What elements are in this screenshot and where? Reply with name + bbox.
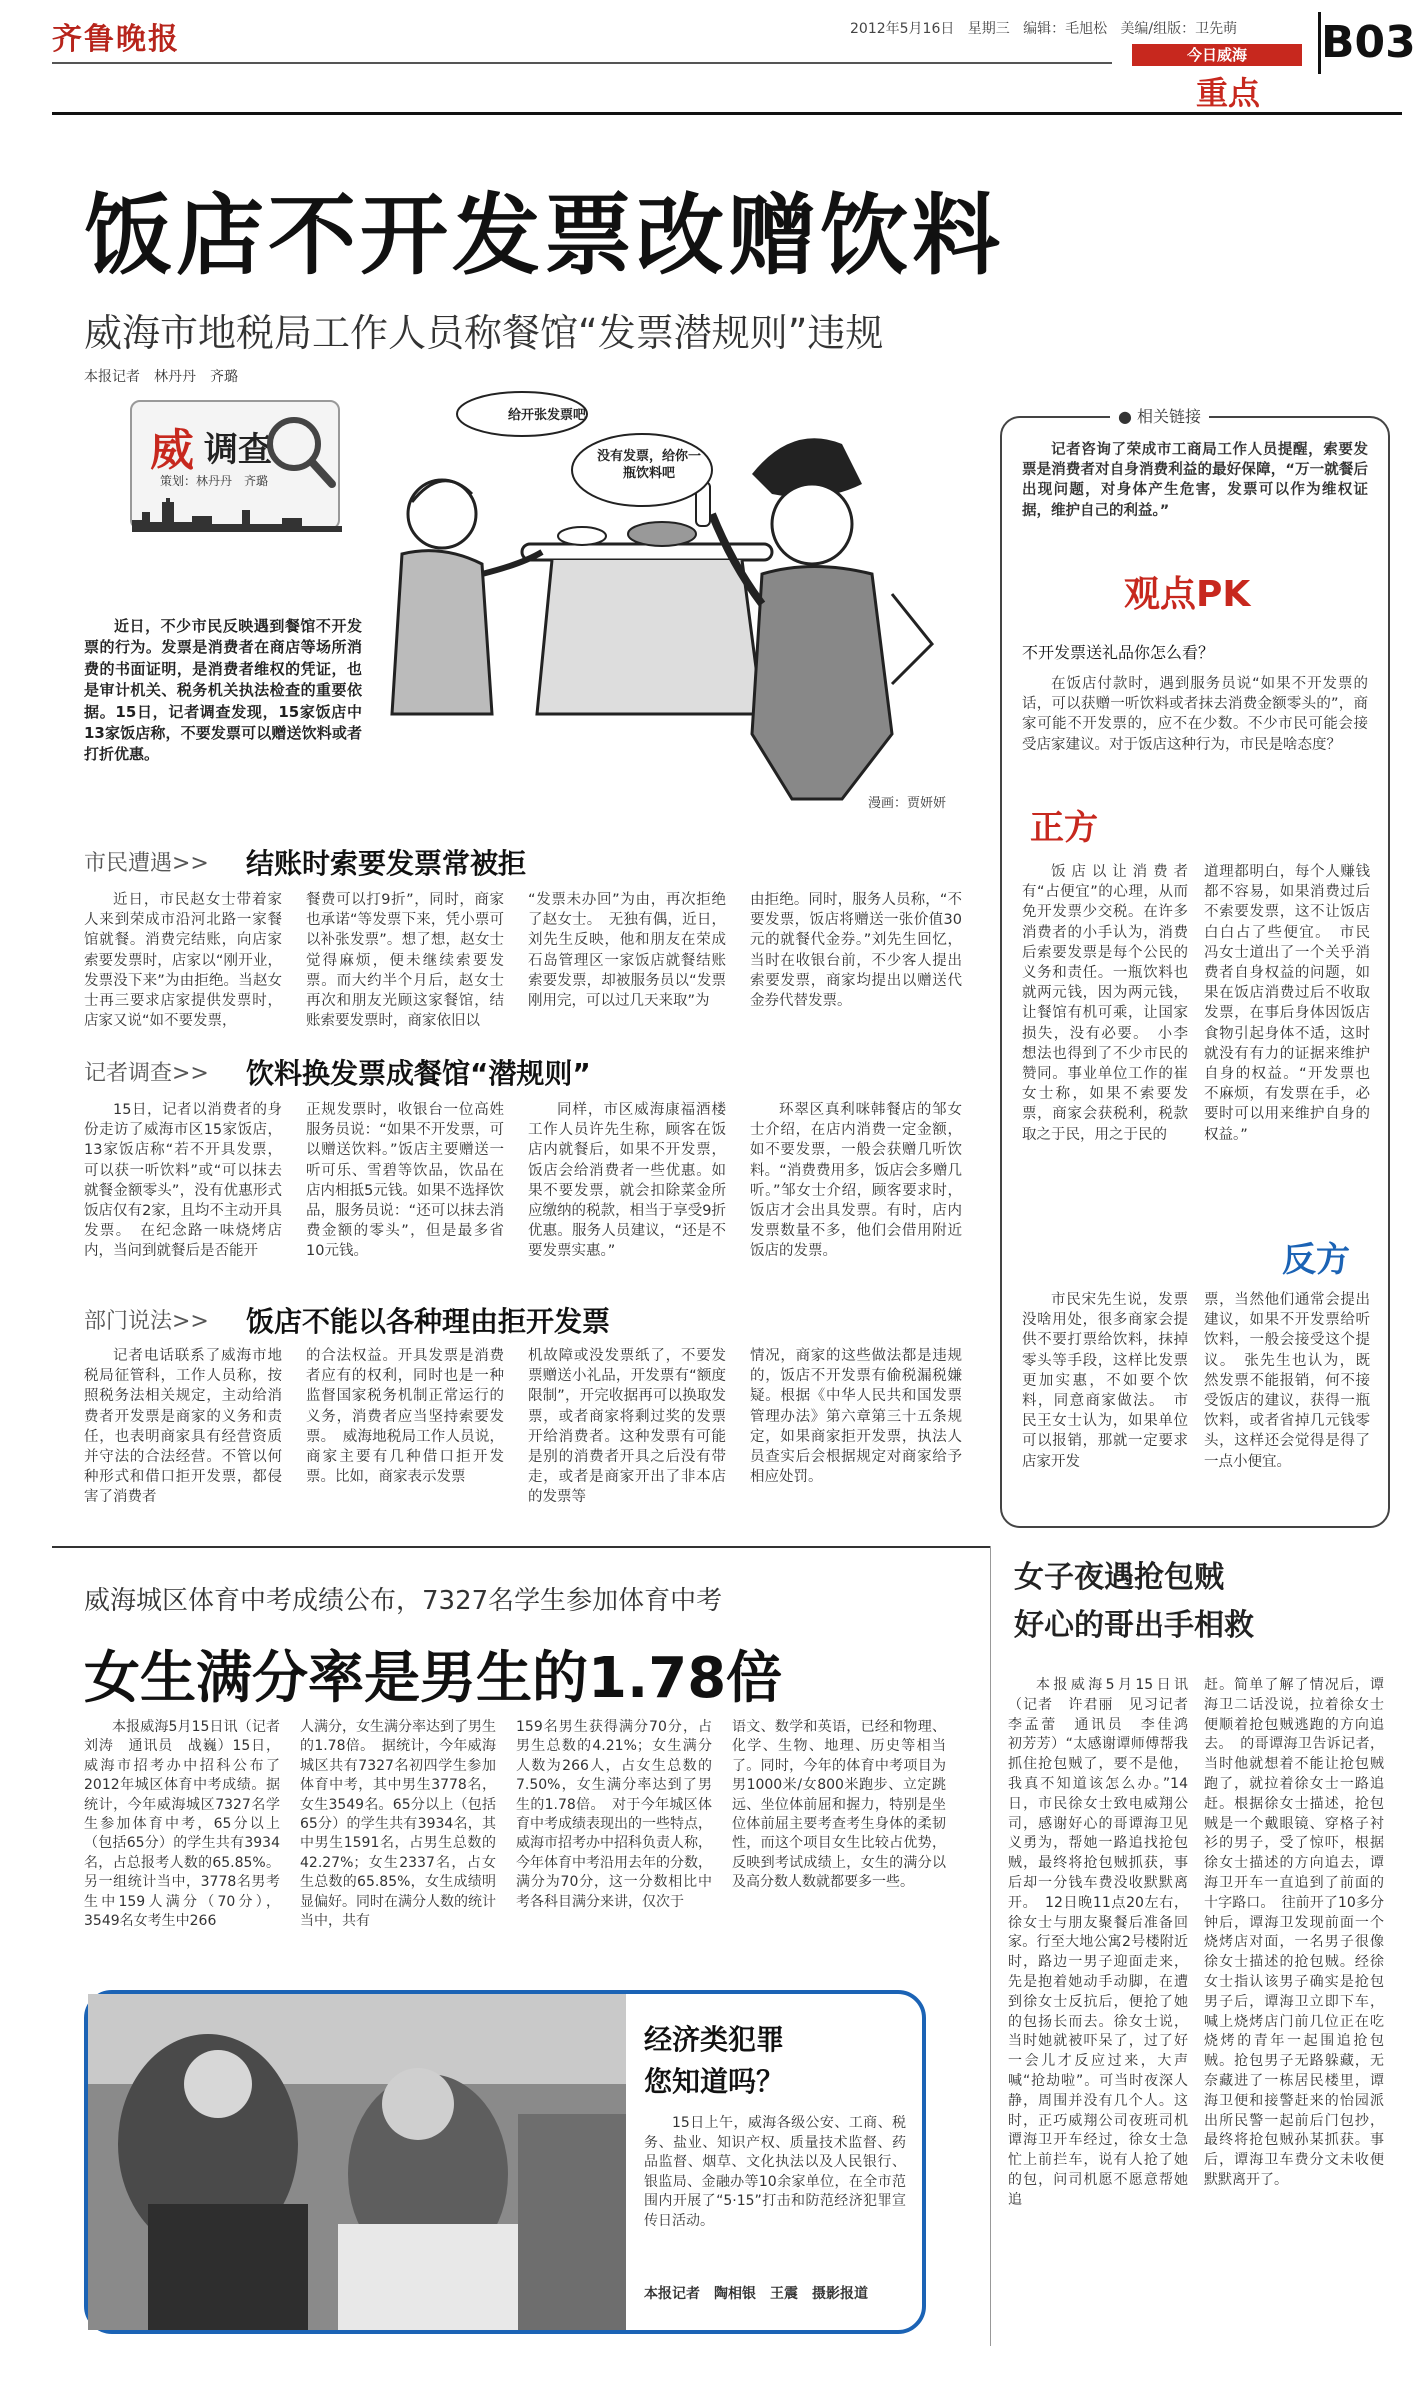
event-photo xyxy=(88,1994,626,2330)
story2-kicker: 威海城区体育中考成绩公布，7327名学生参加体育中考 xyxy=(84,1586,723,1616)
story2-headline: 女生满分率是男生的1.78倍 xyxy=(84,1646,783,1711)
lead-paragraph: 近日，不少市民反映遇到餐馆不开发票的行为。发票是消费者在商店等场所消费的书面证明，是消费者维权的凭证，也是审计机关、税务机关执法检查的重要依据。15日，记者调查发现，15家饭店中13家饭店称，不要发票可以赠送饮料或者打折优惠。 xyxy=(84,617,362,764)
related-label-text: 相关链接 xyxy=(1137,407,1202,426)
section1-col4: 由拒绝。同时，服务人员称，“不要发票，饭店将赠送一张价值30元的就餐代金券。”刘先生回忆，当时在收银台前，不少客人提出索要发票，商家均提出以赠送代金券代替发票。 xyxy=(750,892,962,1010)
issue-weekday: 星期三 xyxy=(967,21,1010,37)
pro-label: 正方 xyxy=(1030,808,1098,848)
investigation-badge xyxy=(130,400,340,530)
con-col2: 票，当然他们通常会提出建议，如果不开发票给听饮料，一般会接受这个提议。 张先生也认为，既然发票不能报销，何不接受饭店的建议，获得一瓶饮料，或者省掉几元钱零头，这样还会觉得是得了一点小便宜。 xyxy=(1204,1292,1370,1470)
story2-col2: 人满分，女生满分率达到了男生的1.78倍。 据统计，今年威海城区共有7327名初四学生参加体育中考，其中男生3778名，女生3549名。65分以上（包括65分）的学生共有3934名，其中男生1591名，占男生总数的42.27%；女生2337名，占女生总数的65.85%，女生成绩明显偏好。同时在满分人数的统计当中，共有 xyxy=(300,1719,496,1930)
pk-question: 不开发票送礼品你怎么看？ xyxy=(1022,643,1215,662)
badge-wei: 威 xyxy=(150,425,194,476)
header-rule xyxy=(52,62,1112,64)
section3-label: 部门说法>> xyxy=(84,1309,209,1334)
photo-box-text: 15日上午，威海各级公安、工商、税务、盐业、知识产权、质量技术监督、药品监督、烟草、文化执法以及人民银行、银监局、金融办等10余家单位，在全市范围内开展了“5·15”打击和防范经济犯罪宣传日活动。 xyxy=(644,2115,906,2229)
story3-title-line2: 好心的哥出手相救 xyxy=(1014,1608,1254,1643)
section3-title: 饭店不能以各种理由拒开发票 xyxy=(246,1305,611,1338)
vertical-rule xyxy=(990,1546,991,2346)
designer-credit: 美编/组版：卫先萌 xyxy=(1120,21,1238,37)
section1-col2: 餐费可以打9折”，同时，商家也承诺“等发票下来，凭小票可以补张发票”。想了想，赵女士觉得麻烦，便未继续索要发票。而大约半个月后，赵女士再次和朋友光顾这家餐馆，结账索要发票时，商家依旧以 xyxy=(306,892,504,1030)
section-tab: 今日威海 xyxy=(1132,44,1302,66)
cartoon-credit: 漫画：贾妍妍 xyxy=(868,796,947,811)
section3-col1: 记者电话联系了威海市地税局征管科，工作人员称，按照税务法相关规定，主动给消费者开发票是商家的义务和责任，也表明商家具有经营资质并守法的合法经营。不管以何种形式和借口拒开发票，都侵害了消费者 xyxy=(84,1348,282,1506)
section1-label: 市民遭遇>> xyxy=(84,851,209,876)
headline: 饭店不开发票改赠饮料 xyxy=(84,184,1005,287)
section2-label: 记者调查>> xyxy=(84,1061,209,1086)
story2-col3: 159名男生获得满分70分，占男生总数的4.21%；女生满分人数为266人，占女生总数的7.50%，女生满分率达到了男生的1.78倍。 对于今年城区体育中考成绩表现出的一些特点，威海市招考办中招科负责人称，今年体育中考沿用去年的分数，满分为70分，这一分数相比中考各科目满分来讲，仅次于 xyxy=(516,1719,712,1910)
section1-col3: “发票未办回”为由，再次拒绝了赵女士。 无独有偶，近日，刘先生反映，他和朋友在荣成石岛管理区一家饭店就餐结账索要发票，却被服务员以“发票刚用完，可以过几天来取”为 xyxy=(528,892,726,1010)
cartoon-bubble-waiter: 没有发票，给你一瓶饮料吧 xyxy=(596,449,701,481)
related-text: 记者咨询了荣成市工商局工作人员提醒，索要发票是消费者对自身消费利益的最好保障，“万一就餐后出现问题，对身体产生危害，发票可以作为维权证据，维护自己的利益。” xyxy=(1022,442,1368,519)
con-col1: 市民宋先生说，发票没啥用处，很多商家会提供不要打票给饮料，抹掉零头等手段，这样比发票更加实惠，不如要个饮料，同意商家做法。 市民王女士认为，如果单位可以报销，那就一定要求店家开发 xyxy=(1022,1292,1188,1470)
subheadline: 威海市地税局工作人员称餐馆“发票潜规则”违规 xyxy=(84,311,884,355)
city-skyline-icon xyxy=(132,492,342,532)
story3-title-line1: 女子夜遇抢包贼 xyxy=(1014,1560,1224,1595)
story2-col4: 语文、数学和英语，已经和物理、化学、生物、地理、历史等相当了。同时，今年的体育中考项目为男1000米/女800米跑步、立定跳远、坐位体前屈和握力，特别是坐位体前屈主要考查考生身体的柔韧性，而这个项目女生比较占优势，反映到考试成绩上，女生的满分以及高分数人数就都要多一些。 xyxy=(732,1719,946,1891)
focus-label: 重点 xyxy=(1196,74,1261,112)
section2-col3: 同样，市区威海康福酒楼工作人员许先生称，顾客在饭店内就餐后，如果不开发票，饭店会给消费者一些优惠。如果不要发票，就会扣除菜金所应缴纳的税款，相当于享受9折优惠。服务人员建议，“还是不要发票实惠。” xyxy=(528,1102,726,1260)
story2-col1: 本报威海5月15日讯（记者 刘涛 通讯员 战巍）15日，威海市招考办中招科公布了2012年城区体育中考成绩。据统计，今年威海城区7327名学生参加体育中考，65分以上（包括65分）的学生共有3934名，占总报考人数的65.85%。另一组统计当中，3778名男考生中159人满分（70分），3549名女考生中266 xyxy=(84,1719,294,1930)
related-label: ● 相关链接 xyxy=(1110,404,1209,427)
editor-credit: 编辑：毛旭松 xyxy=(1023,21,1108,37)
photo-box xyxy=(84,1990,926,2334)
header-info xyxy=(850,18,1237,38)
header-rule-bottom xyxy=(52,112,1402,115)
section2-col1: 15日，记者以消费者的身份走访了威海市区15家饭店，13家饭店称“若不开具发票，可以获一听饮料”或“可以抹去就餐金额零头”，没有优惠形式饭店仅有2家，且均不主动开具发票。 在纪念路一味烧烤店内，当问到就餐后是否能开 xyxy=(84,1102,282,1260)
pk-question-text: 在饭店付款时，遇到服务员说“如果不开发票的话，可以获赠一听饮料或者抹去消费金额零头的”，商家可能不开发票的，应不在少数。不少市民可能会接受店家建议。对于饭店这种行为，市民是啥态度？ xyxy=(1022,676,1368,753)
section2-title: 饮料换发票成餐馆“潜规则” xyxy=(246,1057,591,1090)
badge-credit: 策划：林丹丹 齐璐 xyxy=(160,474,269,488)
pro-col2: 道理都明白，每个人赚钱都不容易，如果消费过后不索要发票，这不让饭店白白占了些便宜。 市民冯女士道出了一个关乎消费者自身权益的问题，如果在饭店消费过后不收取发票，在事后身体因饭店食物引起身体不适，这时就没有有力的证据来维护自身的权益。“开发票也不麻烦，有发票在手，必要时可以用来维护自身的权益。” xyxy=(1204,864,1370,1143)
photo-box-title2: 您知道吗？ xyxy=(644,2065,785,2098)
section1-col1: 近日，市民赵女士带着家人来到荣成市沿河北路一家餐馆就餐。消费完结账，向店家索要发票时，店家以“刚开业，发票没下来”为由拒绝。当赵女士再三要求店家提供发票时，店家又说“如不要发票， xyxy=(84,892,282,1030)
story3-col1: 本报威海5月15日讯（记者 许君丽 见习记者 李孟蕾 通讯员 李佳鸿 初芳芳）“太感谢谭师傅帮我抓住抢包贼了，要不是他，我真不知道该怎么办。”14日，市民徐女士致电威翔公司，感谢好心的哥谭海卫见义勇为，帮她一路追找抢包贼，最终将抢包贼抓获，事后却一分钱车费没收默默离开。 12日晚11点20左右，徐女士与朋友聚餐后准备回家。行至大地公寓2号楼附近时，路边一男子迎面走来，先是抱着她动手动脚，在遭到徐女士反抗后，便抢了她的包扬长而去。徐女士说，当时她就被吓呆了，过了好一会儿才反应过来，大声喊“抢劫啦”。可当时夜深人静，周围并没有几个人。这时，正巧威翔公司夜班司机谭海卫开车经过，徐女士急忙上前拦车，说有人抢了她的包，问司机愿不愿意帮她追 xyxy=(1008,1677,1202,2208)
mid-rule xyxy=(52,1546,990,1548)
section3-col3: 机故障或没发票纸了，不要发票赠送小礼品，开发票有“额度限制”，开完收据再可以换取发票，或者商家将剩过奖的发票开给消费者。这种发票有可能是别的消费者开具之后没有带走，或者是商家开出了非本店的发票等 xyxy=(528,1348,726,1506)
byline: 本报记者 林丹丹 齐璐 xyxy=(84,369,238,385)
con-label: 反方 xyxy=(1282,1240,1350,1280)
story3-col2: 赶。简单了解了情况后，谭海卫二话没说，拉着徐女士便顺着抢包贼逃跑的方向追去。 的哥谭海卫告诉记者，当时他就想着不能让抢包贼跑了，就拉着徐女士一路追赶。根据徐女士描述，抢包贼是一个戴眼镜、穿格子衬衫的男子，受了惊吓，根据徐女士描述的方向追去，谭海卫开车一直追到了前面的十字路口。 往前开了10多分钟后，谭海卫发现前面一个烧烤店对面，一名男子很像徐女士描述的抢包贼。经徐女士指认该男子确实是抢包男子后，谭海卫立即下车，喊上烧烤店门前几位正在吃烧烤的青年一起围追抢包贼。抢包男子无路躲藏，无奈藏进了一栋居民楼里，谭海卫便和接警赶来的怡园派出所民警一起前后门包抄，最终将抢包贼孙某抓获。事后，谭海卫车费分文未收便默默离开了。 xyxy=(1204,1677,1384,2188)
section3-col4: 情况，商家的这些做法都是违规的，饭店不开发票有偷税漏税嫌疑。根据《中华人民共和国发票管理办法》第六章第三十五条规定，如果商家拒开发票，执法人员查实后会根据规定对商家给予相应处罚。 xyxy=(750,1348,962,1486)
masthead: 齐鲁晚报 xyxy=(52,22,180,57)
section3-col2: 的合法权益。开具发票是消费者应有的权利，同时也是一种监督国家税务机制正常运行的义务，消费者应当坚持索要发票。 威海地税局工作人员说，商家主要有几种借口拒开发票。比如，商家表示发票 xyxy=(306,1348,504,1486)
pk-title: 观点PK xyxy=(1124,574,1251,615)
photo-box-credit: 本报记者 陶相银 王震 摄影报道 xyxy=(644,2286,868,2302)
badge-cha: 调查 xyxy=(204,430,272,470)
magnifier-icon xyxy=(262,410,338,490)
issue-date: 2012年5月16日 xyxy=(850,21,955,37)
pro-col1: 饭店以让消费者有“占便宜”的心理，从而免开发票少交税。在许多消费者的小手认为，消费后索要发票是每个公民的义务和责任。一瓶饮料也就两元钱，因为两元钱，让餐馆有机可乘，让国家损失，没有必要。 小李想法也得到了不少市民的赞同。事业单位工作的崔女士称，如果不索要发票，商家会获税利，税款取之于民，用之于民的 xyxy=(1022,864,1188,1143)
section2-col4: 环翠区真利咪韩餐店的邹女士介绍，在店内消费一定金额，如不要发票，一般会获赠几听饮料。“消费费用多，饭店会多赠几听。”邹女士介绍，顾客要求时，饭店才会出具发票。有时，店内发票数量不多，他们会借用附近饭店的发票。 xyxy=(750,1102,962,1260)
section2-col2: 正规发票时，收银台一位高姓服务员说：“如果不开发票，可以赠送饮料。”饭店主要赠送一听可乐、雪碧等饮品，饮品在店内相抵5元钱。如果不选择饮品，服务员说：“还可以抹去消费金额的零头”，但是最多省10元钱。 xyxy=(306,1102,504,1260)
section1-title: 结账时索要发票常被拒 xyxy=(246,847,527,880)
page-number: B03 xyxy=(1318,12,1404,74)
photo-box-title1: 经济类犯罪 xyxy=(644,2023,785,2056)
cartoon-bubble-customer: 给开张发票吧 xyxy=(507,408,586,423)
